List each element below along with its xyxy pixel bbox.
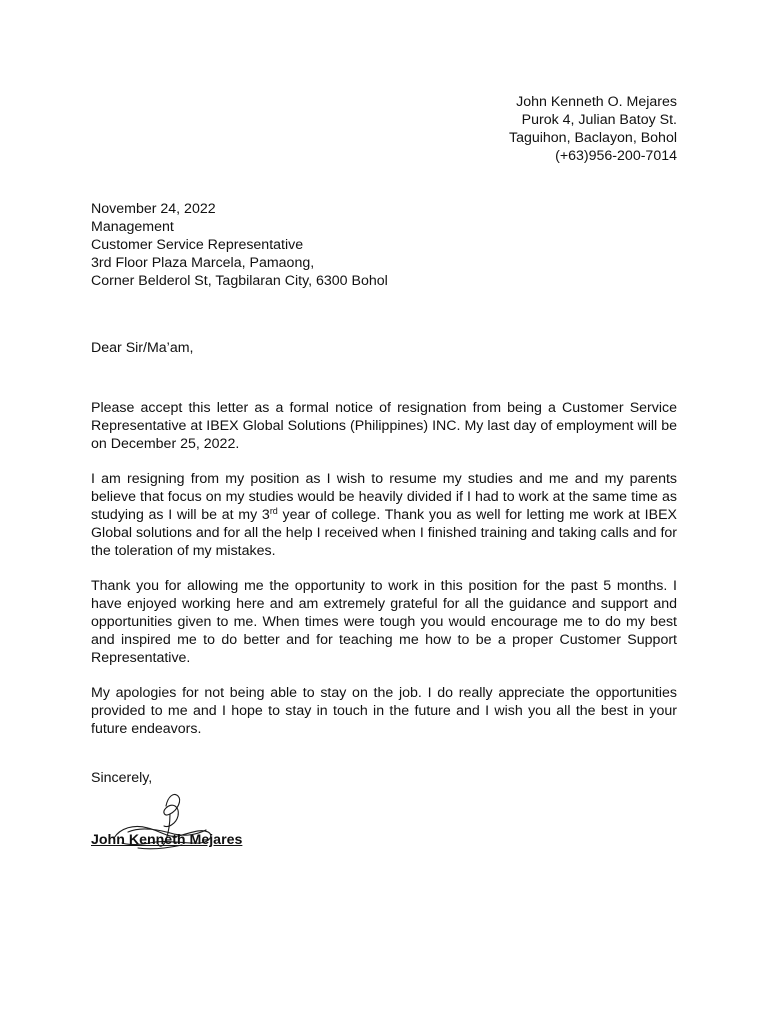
salutation: Dear Sir/Ma’am, (91, 340, 194, 356)
recipient-block (91, 200, 388, 290)
body-paragraph-1: Please accept this letter as a formal notice of resignation from being a Customer Service Representative at IBEX Global Solutions (Philippines) INC. My last day of employment will be on December 25, 2022. (91, 400, 677, 452)
body-paragraph-2-text-b: year of college. Thank you as well for letting me work at IBEX Global solutions and for all the help I received when I finished training and taking calls and for the toleration of my mistakes. (91, 506, 678, 559)
letter-date: November 24, 2022 (91, 201, 216, 217)
body-paragraph-2-text-a: I am resigning from my position as I wish to resume my studies and me and my parents believe that focus on my studies would be heavily divided if I had to work at the same time as studying as I will be at my 3 (91, 471, 677, 523)
sender-block (509, 93, 677, 165)
recipient-position: Customer Service Representative (91, 237, 304, 253)
recipient-address-line-1: 3rd Floor Plaza Marcela, Pamaong, (91, 255, 315, 271)
letter-body (91, 400, 677, 757)
sender-name: John Kenneth O. Mejares (516, 94, 677, 110)
sender-phone: (+63)956-200-7014 (555, 148, 677, 164)
closing: Sincerely, (91, 770, 153, 786)
body-paragraph-3: Thank you for allowing me the opportunity to work in this position for the past 5 months. I have enjoyed working here and am extremely grateful for all the guidance and support and opportunities given to me. When times were tough you would encourage me to do my best and inspired me to do better and for teaching me how to be a proper Customer Support Representative. (91, 578, 677, 666)
body-paragraph-2-superscript: rd (269, 505, 278, 516)
recipient-address-line-2: Corner Belderol St, Tagbilaran City, 6300 Bohol (91, 273, 388, 289)
sender-address-line-1: Purok 4, Julian Batoy St. (521, 112, 677, 128)
body-paragraph-4: My apologies for not being able to stay on the job. I do really appreciate the opportunities provided to me and I hope to stay in touch in the future and I wish you all the best in your future endeavors. (91, 685, 677, 737)
sender-address-line-2: Taguihon, Baclayon, Bohol (508, 130, 677, 146)
signature-name: John Kenneth Mejares (91, 832, 243, 848)
body-paragraph-2 (91, 471, 677, 560)
recipient-to: Management (91, 219, 174, 235)
